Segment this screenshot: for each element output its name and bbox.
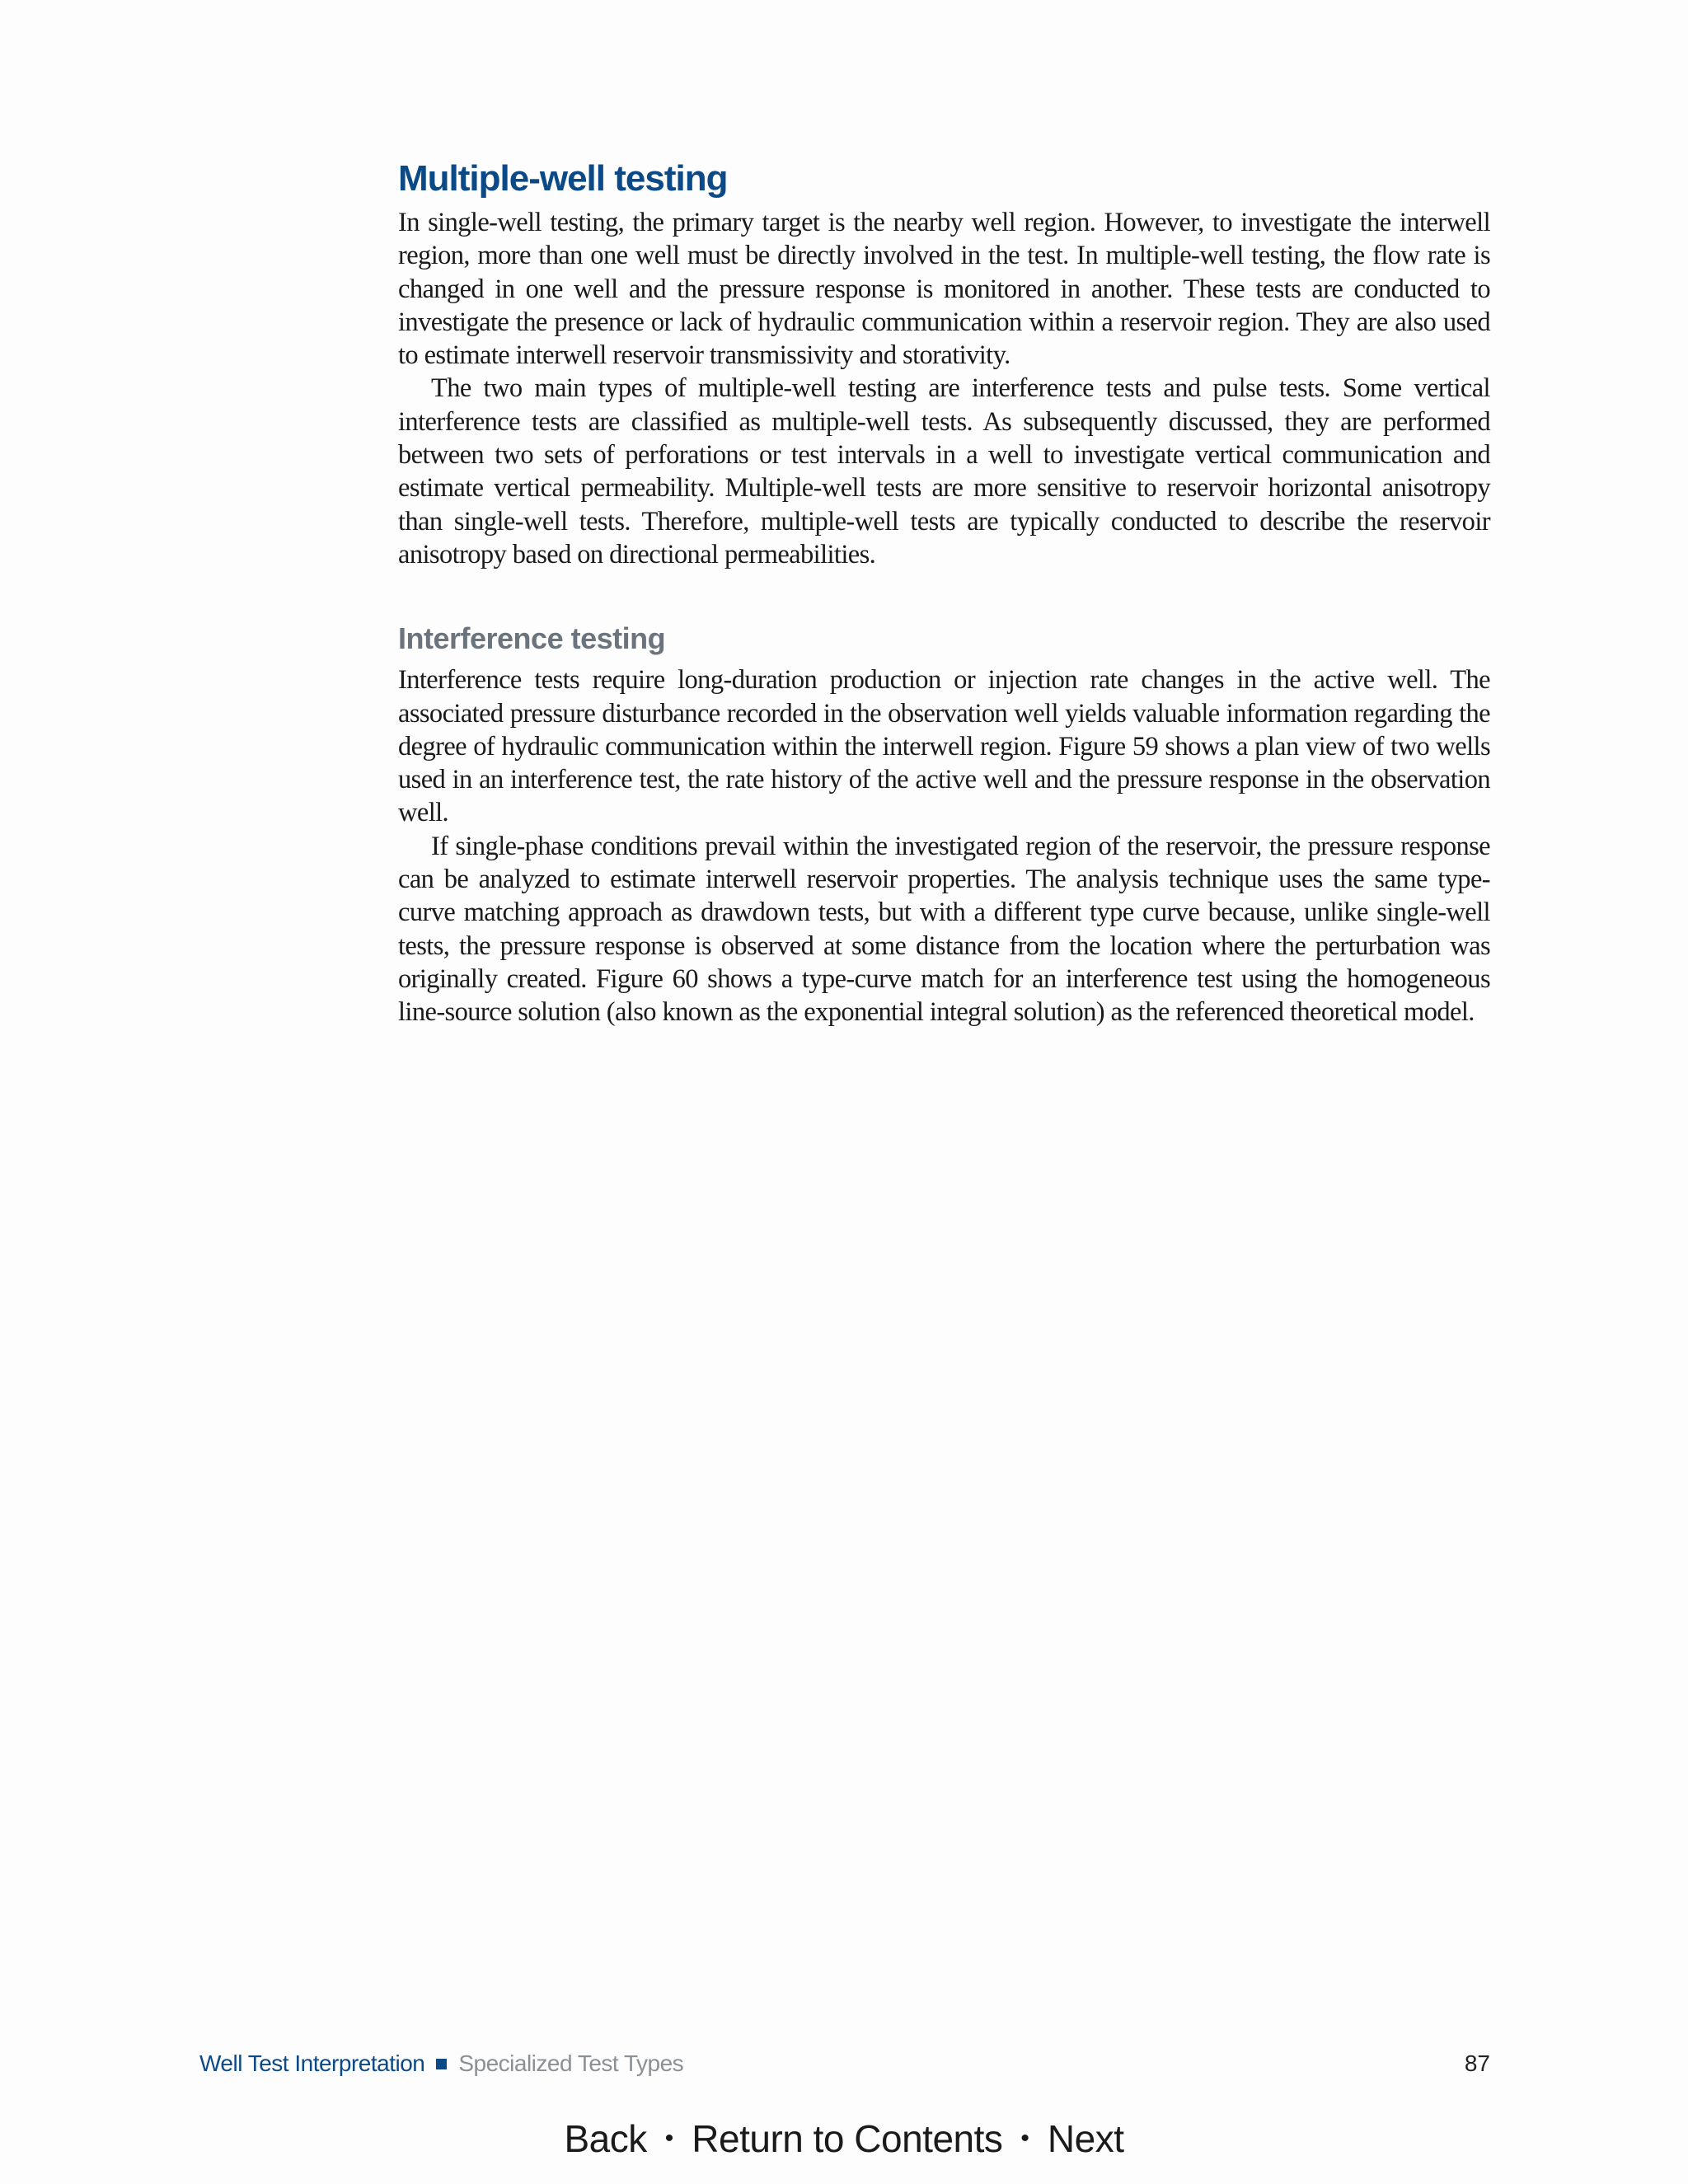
- page-content: [398, 157, 1490, 1029]
- body-paragraph: Interference tests require long-duration production or injection rate changes in the active well. The associated pressure disturbance recorded in the observation well yields valuable information regarding the degree of hydraulic communication within the interwell region. Figure 59 shows a plan view of two wells used in an interference test, the rate history of the active well and the pressure response in the observation well.: [398, 665, 1490, 828]
- subsection-title: Interference testing: [398, 621, 666, 656]
- footer-book-title: Well Test Interpretation: [199, 2050, 425, 2076]
- separator: •: [664, 2124, 674, 2152]
- next-link[interactable]: Next: [1047, 2117, 1124, 2160]
- return-to-contents-link[interactable]: Return to Contents: [692, 2117, 1003, 2160]
- navigation-bar: [0, 2113, 1688, 2168]
- body-paragraph: The two main types of multiple-well testing are interference tests and pulse tests. Some vertical interference tests are classified as multiple-well tests. As subsequently discussed, they are performed between two sets of perforations or test intervals in a well to investigate vertical communication and estimate vertical permeability. Multiple-well tests are more sensitive to reservoir horizontal anisotropy than single-well tests. Therefore, multiple-well tests are typically conducted to describe the reservoir anisotropy based on directional permeabilities.: [398, 373, 1490, 569]
- page-footer: [199, 2046, 1490, 2082]
- footer-chapter: Specialized Test Types: [458, 2050, 684, 2076]
- square-bullet-icon: [436, 2059, 447, 2069]
- back-link[interactable]: Back: [564, 2117, 647, 2160]
- page-number: 87: [1464, 2050, 1490, 2076]
- section-title: Multiple-well testing: [398, 158, 728, 199]
- body-paragraph: If single-phase conditions prevail within the investigated region of the reservoir, the pressure response can be analyzed to estimate interwell reservoir properties. The analysis technique uses the same type-curve matching approach as drawdown tests, but with a different type curve because, unlike single-well tests, the pressure response is observed at some distance from the location where the perturbation was originally created. Figure 60 shows a type-curve match for an interference test using the homogeneous line-source solution (also known as the exponential integral solution) as the referenced theoretical model.: [398, 831, 1490, 1028]
- body-paragraph: In single-well testing, the primary target is the nearby well region. However, to investigate the interwell region, more than one well must be directly involved in the test. In multiple-well testing, the flow rate is changed in one well and the pressure response is monitored in another. These tests are conducted to investigate the presence or lack of hydraulic communication within a reservoir region. They are also used to estimate interwell reservoir transmissivity and storativity.: [398, 208, 1490, 371]
- separator: •: [1020, 2124, 1029, 2152]
